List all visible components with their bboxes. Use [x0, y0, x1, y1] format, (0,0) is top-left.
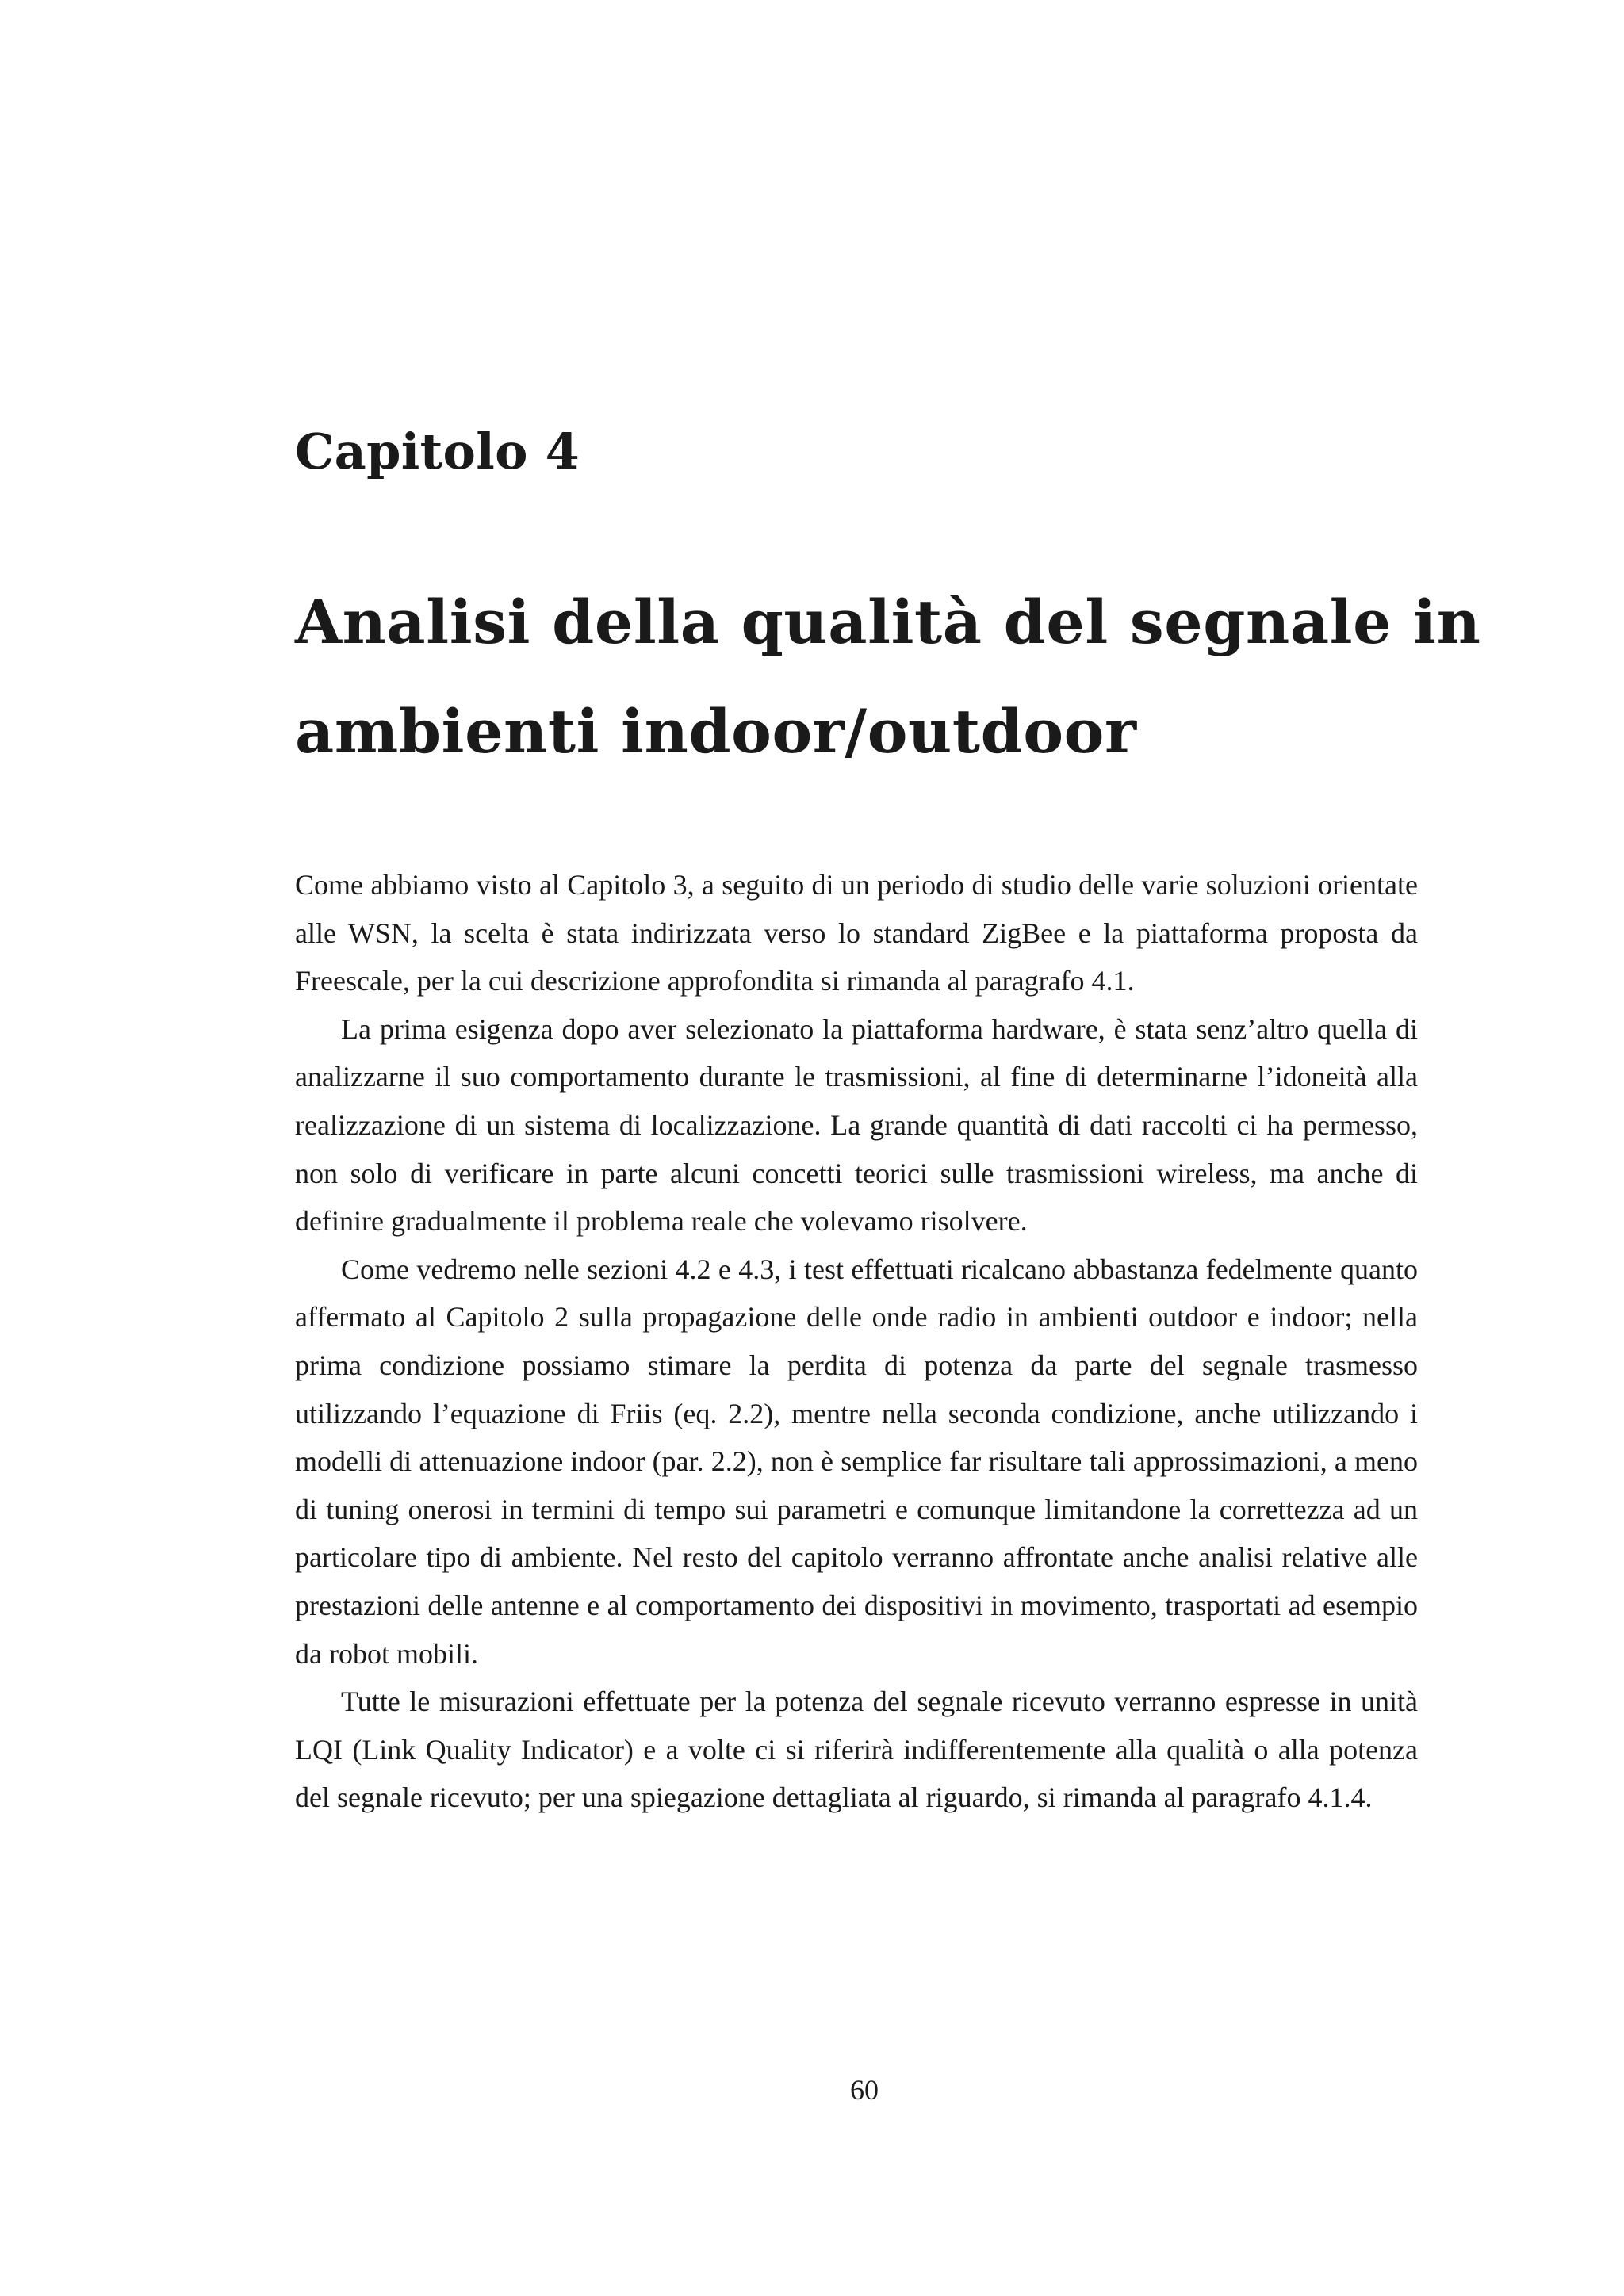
paragraph: La prima esigenza dopo aver selezionato la piattaforma hardware, è stata senz’altro quella di analizzarne il suo comportamento durante le trasmissioni, al fine di determinarne l’idoneità alla realizzazione di un sistema di localizzazione. La grande quantità di dati raccolti ci ha permesso, non solo di verificare in parte alcuni concetti teorici sulle trasmissioni wireless, ma anche di definire gradualmente il problema reale che volevamo risolvere. — [295, 1012, 1418, 1238]
paragraph: Tutte le misurazioni effettuate per la potenza del segnale ricevuto verranno espresse in unità LQI (Link Quality Indicator) e a volte ci si riferirà indifferentemente alla qualità o alla potenza del segnale ricevuto; per una spiegazione dettagliata al riguardo, si rimanda al paragrafo 4.1.4. — [295, 1686, 1418, 1814]
chapter-label: Capitolo 4 — [295, 423, 580, 480]
paragraph: Come abbiamo visto al Capitolo 3, a seguito di un periodo di studio delle varie soluzioni orientate alle WSN, la scelta è stata indirizzata verso lo standard ZigBee e la piattaforma proposta da Freescale, per la cui descrizione approfondita si rimanda al paragrafo 4.1. — [295, 869, 1418, 997]
chapter-title-line: ambienti indoor/outdoor — [295, 696, 1137, 767]
page-number: 60 — [850, 2074, 879, 2106]
chapter-title — [295, 568, 1481, 786]
paragraph: Come vedremo nelle sezioni 4.2 e 4.3, i test effettuati ricalcano abbastanza fedelmente quanto affermato al Capitolo 2 sulla propagazione delle onde radio in ambienti outdoor e indoor; nella prima condizione possiamo stimare la perdita di potenza da parte del segnale trasmesso utilizzando l’equazione di Friis (eq. 2.2), mentre nella seconda condizione, anche utilizzando i modelli di attenuazione indoor (par. 2.2), non è semplice far risultare tali approssimazioni, a meno di tuning onerosi in termini di tempo sui parametri e comunque limitandone la correttezza ad un particolare tipo di ambiente. Nel resto del capitolo verranno affrontate anche analisi relative alle prestazioni delle antenne e al comportamento dei dispositivi in movimento, trasportati ad esempio da robot mobili. — [295, 1253, 1418, 1670]
chapter-title-line: Analisi della qualità del segnale in — [295, 587, 1481, 657]
body-text — [295, 861, 1418, 1822]
